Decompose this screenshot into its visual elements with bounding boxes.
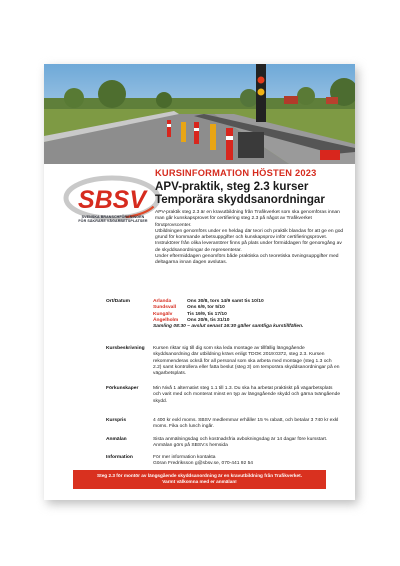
course-info-heading (155, 168, 316, 178)
logo-text: SBSV (77, 186, 147, 214)
date-place: Sundsvall (153, 305, 177, 311)
dates-label: Ort/Datum (106, 299, 130, 304)
section-price (106, 418, 341, 433)
section-label: Kursbeskrivning (106, 346, 145, 351)
dates-section (106, 299, 341, 341)
date-value: Tis 19/9, tis 17/10 (187, 311, 227, 317)
section-prerequisites (106, 386, 341, 414)
section-text: Kursen riktar sig till dig som ska leda montage av tillfällig längsgående skyddsanordning där utbildning krävs enligt TDOK 2019:0372, steg 2.3. Kursen rekommenderas också för all personal som ska arbeta med montage (steg 1.3 och 2.2) samt kontrollera eller fatta beslut (steg 3) om temporära skyddsanordningar på en vägarbetsplats. (153, 346, 340, 377)
dates-list (153, 299, 341, 330)
date-place: Arlanda (153, 299, 172, 304)
section-label: Anmälan (106, 437, 127, 442)
footer-banner (73, 470, 326, 489)
course-info-label: KURSINFORMATION (155, 168, 250, 178)
season-label: HÖSTEN 2023 (252, 168, 317, 178)
flyer-page (44, 64, 355, 500)
logo-subtitle-line1: SVENSKA BRANSCHFÖRENINGEN (81, 215, 145, 219)
intro-text (155, 210, 345, 267)
intro-paragraph: Instruktörer från olika leverantörer finns på plats under förmiddagen för genomgång av de skyddsanordningar de representerar. (155, 241, 342, 253)
section-information (106, 455, 341, 469)
dates-note: Samling 08:30 – avslut senast 16:30 gäller samtliga kurstillfällen. (153, 324, 304, 330)
date-value: Ons 20/9, tis 31/10 (187, 317, 230, 323)
section-course-description (106, 346, 341, 381)
logo-subtitle-line2: FÖR SÄKRARE VÄGARBETSPLATSER (78, 219, 148, 224)
title-line2: Temporära skyddsanordningar (155, 193, 325, 206)
section-label: Förkunskaper (106, 386, 139, 391)
section-text: Min Nivå 1 alternativt steg 1.1 till 1.3. Du ska ha arbetat praktiskt på vägarbetsplats och varit med och monterat minst en typ av längsgående skydd och gärna tvängående skydd. (153, 386, 341, 404)
intro-paragraph: Utbildningen genomförs under en heldag där teori och praktik blandas för att ge en god grund för kommande arbetsuppgifter och kunskapsprov inför certifieringsprovet. (155, 228, 344, 241)
section-label: Kurspris (106, 418, 127, 423)
date-place: Ängelholm (153, 317, 179, 323)
flyer-title (155, 180, 350, 206)
title-line1: APV-praktik, steg 2.3 kurser (155, 180, 309, 193)
section-registration (106, 437, 341, 452)
date-place: Kungälv (153, 311, 173, 317)
section-text: För mer information kontakta Göran Fredriksson g@sbsv.se, 070-441 92 54 (153, 455, 254, 467)
intro-paragraph: Under eftermiddagen genomförs både praktiska och teoretiska övningsuppgifter med deltagarna innan dagen avslutas. (155, 254, 339, 266)
intro-paragraph: APV-praktik steg 2.3 är en kravutbildning från Trafikverket som ska genomföras innan man går kunskapsprovet för certifiering steg 2.3 på något av Trafikverket förutprovscenter. (155, 210, 340, 228)
banner-line2: Varmt välkomna med er anmälan! (162, 479, 237, 485)
roadwork-photo (44, 64, 355, 164)
section-text: Sista anmälningsdag och kostnadsfria avbokningsdag är 14 dagar före kursstart. Anmälan görs på SBSV:s hemsida (153, 437, 328, 449)
section-label: Information (106, 455, 133, 460)
date-value: Ons 30/8, tors 14/9 samt tis 10/10 (187, 299, 264, 304)
banner-line1: Steg 2.3 för montör av längsgående skyddsanordning är en kravutbildning från Trafikverket. (97, 473, 302, 478)
date-value: Ons 6/9, tor 5/10 (187, 305, 225, 311)
section-text: 4 400 kr exkl moms. SBSV medlemmar erhåller 15 % rabatt, och betalar 3 740 kr exkl moms. Fika och lunch ingår. (153, 418, 339, 430)
